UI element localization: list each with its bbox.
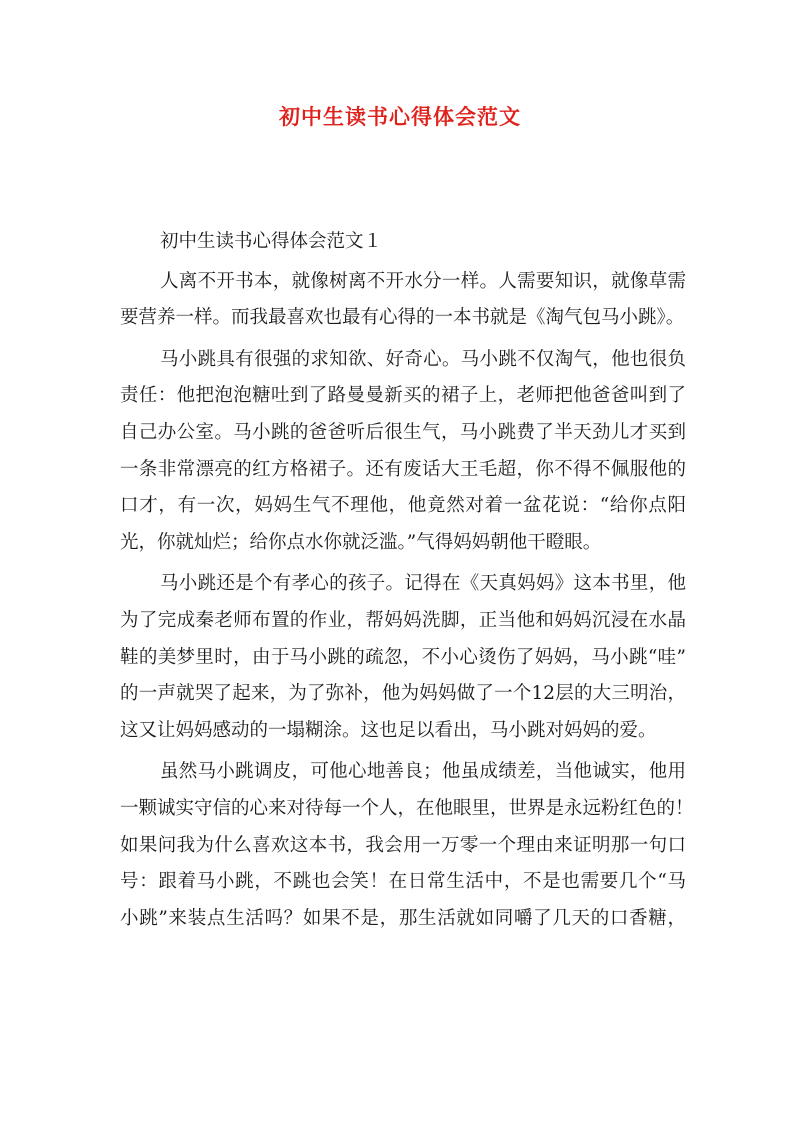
paragraph-line: 一条非常漂亮的红方格裙子。还有废话大王毛超，你不得不佩服他的 xyxy=(120,458,686,480)
paragraph-line: 人离不开书本，就像树离不开水分一样。人需要知识，就像草需 xyxy=(160,270,686,292)
paragraph-line: 光，你就灿烂；给你点水你就泛滥。”气得妈妈朝他干瞪眼。 xyxy=(120,531,602,553)
paragraph-line: 这又让妈妈感动的一塌糊涂。这也足以看出，马小跳对妈妈的爱。 xyxy=(120,719,657,741)
paragraph-line: 责任：他把泡泡糖吐到了路曼曼新买的裙子上，老师把他爸爸叫到了 xyxy=(120,385,686,407)
paragraph-2 xyxy=(120,342,686,562)
paragraph-line: 一颗诚实守信的心来对待每一个人，在他眼里，世界是永远粉红色的！ xyxy=(120,797,694,819)
paragraph-line: 鞋的美梦里时，由于马小跳的疏忽，不小心烫伤了妈妈，马小跳“哇” xyxy=(120,646,686,668)
document-title: 初中生读书心得体会范文 xyxy=(279,104,521,129)
paragraph-4 xyxy=(120,754,694,937)
paragraph-line: 号：跟着马小跳，不跳也会笑！在日常生活中，不是也需要几个“马 xyxy=(120,871,686,893)
paragraph-line: 马小跳具有很强的求知欲、好奇心。马小跳不仅淘气，他也很负 xyxy=(160,348,686,370)
paragraph-line: 如果问我为什么喜欢这本书，我会用一万零一个理由来证明那一句口 xyxy=(120,834,686,856)
paragraph-line: 的一声就哭了起来，为了弥补，他为妈妈做了一个12层的大三明治， xyxy=(120,683,686,705)
paragraph-line: 要营养一样。而我最喜欢也最有心得的一本书就是《淘气包马小跳》。 xyxy=(120,307,685,329)
paragraph-line: 虽然马小跳调皮，可他心地善良；他虽成绩差，当他诚实，他用 xyxy=(160,761,686,783)
paragraph-1 xyxy=(120,264,686,337)
document-body xyxy=(120,224,694,942)
paragraph-line: 口才，有一次，妈妈生气不理他，他竟然对着一盆花说：“给你点阳 xyxy=(120,495,686,517)
paragraph-line: 小跳”来装点生活吗？如果不是，那生活就如同嚼了几天的口香糖， xyxy=(120,907,686,929)
paragraph-line: 马小跳还是个有孝心的孩子。记得在《天真妈妈》这本书里，他 xyxy=(160,573,686,595)
section-heading: 初中生读书心得体会范文１ xyxy=(160,231,383,252)
paragraph-line: 自己办公室。马小跳的爸爸听后很生气，马小跳费了半天劲儿才买到 xyxy=(120,421,686,443)
paragraph-line: 为了完成秦老师布置的作业，帮妈妈洗脚，正当他和妈妈沉浸在水晶 xyxy=(120,609,686,631)
paragraph-3 xyxy=(120,566,686,749)
